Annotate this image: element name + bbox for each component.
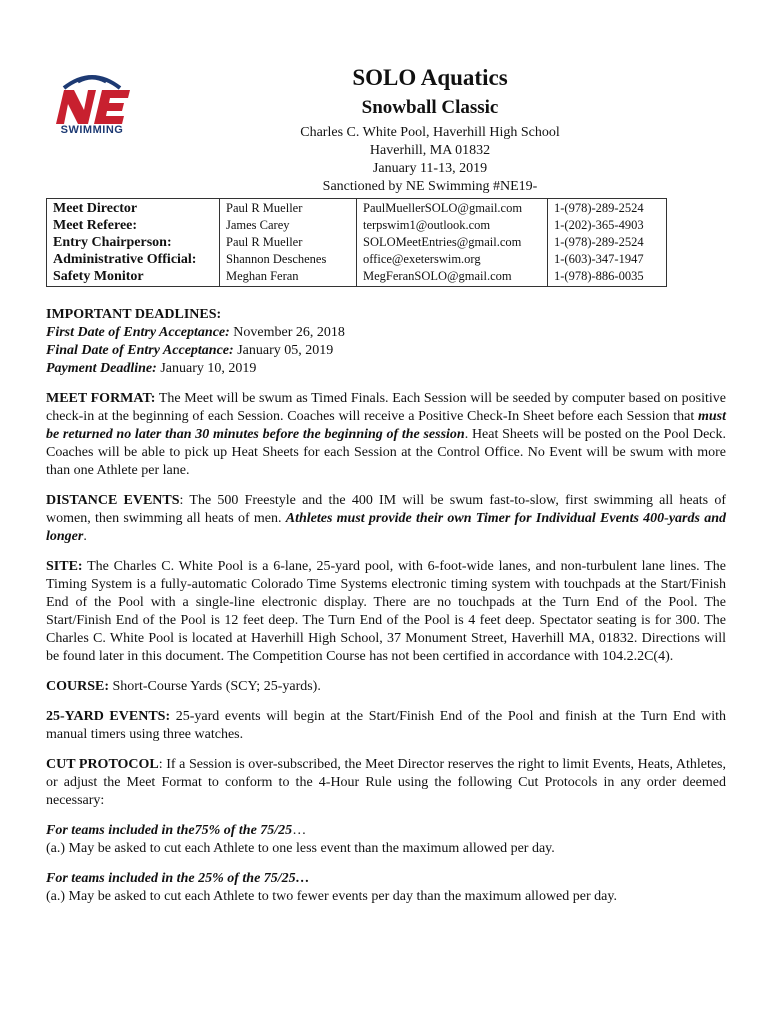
teams-25-heading: For teams included in the 25% of the 75/25… — [46, 871, 310, 886]
roles-cell — [47, 199, 220, 287]
meet-format-text: The Meet will be swum as Timed Finals. Each Session will be seeded by computer based on positive check-in at the beginning of each Session. Coaches will receive a Positive Check-In Sheet before each Session that — [46, 391, 726, 424]
cut-protocol-paragraph — [46, 756, 726, 810]
official-email: terpswim1@outlook.com — [363, 218, 491, 232]
deadline-final-label: Final Date of Entry Acceptance: — [46, 343, 234, 358]
official-email: MegFeranSOLO@gmail.com — [363, 269, 512, 283]
teams-25-item: (a.) May be asked to cut each Athlete to two fewer events per day than the maximum allowed per day. — [46, 889, 617, 904]
deadline-first — [46, 324, 726, 342]
official-email: office@exeterswim.org — [363, 252, 481, 266]
deadline-first-value: November 26, 2018 — [229, 325, 345, 340]
cut-protocol-label: CUT PROTOCOL — [46, 757, 159, 772]
official-name: James Carey — [226, 218, 290, 232]
ne-swimming-logo — [50, 68, 134, 140]
role-meet-director: Meet Director — [53, 201, 138, 216]
course-label: COURSE: — [46, 679, 110, 694]
official-phone: 1-(978)-886-0035 — [554, 269, 644, 283]
official-phone: 1-(202)-365-4903 — [554, 218, 644, 232]
cut-protocol-text: : If a Session is over-subscribed, the Meet Director reserves the right to limit Events, Heats, Athletes, or adjust the Meet Format to conform to the 4-Hour Rule using the following Cut Protocols in any order deemed necessary: — [46, 757, 726, 808]
deadline-payment — [46, 360, 726, 378]
meet-format-emphasis: must be returned no later than 30 minutes before the beginning of the session — [46, 409, 726, 442]
official-name: Paul R Mueller — [226, 201, 303, 215]
course-paragraph — [46, 678, 726, 696]
document-title: SOLO Aquatics — [352, 65, 508, 90]
teams-75-heading: For teams included in the75% of the 75/25 — [46, 823, 293, 838]
deadline-first-label: First Date of Entry Acceptance: — [46, 325, 230, 340]
teams-75-heading-line — [46, 822, 726, 840]
official-name: Shannon Deschenes — [226, 252, 327, 266]
deadlines-section — [46, 306, 726, 378]
site-text: The Charles C. White Pool is a 6-lane, 25-yard pool, with 6-foot-wide lanes, and non-turbulent lane lines. The Timing System is a fully-automatic Colorado Time Systems electronic timing system with touchpads at the Start/Finish End of the Pool with a single-line electronic display. There are no touchpads at the Turn End of the Pool. The Start/Finish End of the Pool is 12 feet deep. The Turn End of the Pool is 4 feet deep. Spectator seating is for 300. The Charles C. White Pool is located at Haverhill High School, 37 Monument Street, Haverhill MA, 01832. Directions will be found later in this document. The Competition Course has not been certified in accordance with 104.2.2C(4). — [46, 559, 726, 664]
document-body — [46, 306, 726, 918]
emails-cell — [357, 199, 548, 287]
official-name: Meghan Feran — [226, 269, 299, 283]
official-phone: 1-(978)-289-2524 — [554, 201, 644, 215]
official-phone: 1-(603)-347-1947 — [554, 252, 644, 266]
role-safety-monitor: Safety Monitor — [53, 269, 144, 284]
officials-table-row — [47, 199, 667, 287]
phones-cell — [548, 199, 667, 287]
meet-format-text-end: . Heat Sheets will be posted on the Pool Deck. Coaches will be able to pick up Heat Sheets for each Session at the Control Office. No Event will be swum with more than one Athlete per lane. — [46, 427, 726, 478]
site-label: SITE: — [46, 559, 83, 574]
official-email: SOLOMeetEntries@gmail.com — [363, 235, 522, 249]
names-cell — [220, 199, 357, 287]
role-entry-chairperson: Entry Chairperson: — [53, 235, 172, 250]
document-header — [230, 64, 630, 196]
deadline-final — [46, 342, 726, 360]
logo-word: SWIMMING — [60, 124, 124, 136]
official-phone: 1-(978)-289-2524 — [554, 235, 644, 249]
teams-25-section — [46, 870, 726, 906]
yard25-paragraph — [46, 708, 726, 744]
yard25-label: 25-YARD EVENTS: — [46, 709, 171, 724]
distance-events-paragraph — [46, 492, 726, 546]
meet-format-label: MEET FORMAT: — [46, 391, 156, 406]
distance-events-text-end: . — [83, 529, 87, 544]
teams-75-trail: … — [292, 823, 307, 838]
date-line: January 11-13, 2019 — [372, 161, 488, 176]
role-administrative-official: Administrative Official: — [53, 252, 197, 267]
teams-75-item: (a.) May be asked to cut each Athlete to one less event than the maximum allowed per day. — [46, 841, 555, 856]
venue-line: Charles C. White Pool, Haverhill High School — [300, 125, 560, 140]
deadlines-heading: IMPORTANT DEADLINES: — [46, 307, 222, 322]
official-name: Paul R Mueller — [226, 235, 303, 249]
official-email: PaulMuellerSOLO@gmail.com — [363, 201, 523, 215]
role-meet-referee: Meet Referee: — [53, 218, 138, 233]
teams-75-section — [46, 822, 726, 858]
distance-events-text: : The 500 Freestyle and the 400 IM will be swum fast-to-slow, first swimming all heats of women, then swimming all heats of men. — [46, 493, 726, 526]
sanction-line: Sanctioned by NE Swimming #NE19- — [322, 179, 538, 194]
course-text: Short-Course Yards (SCY; 25-yards). — [109, 679, 321, 694]
deadline-payment-value: January 10, 2019 — [156, 361, 257, 376]
deadline-final-value: January 05, 2019 — [233, 343, 334, 358]
distance-events-label: DISTANCE EVENTS — [46, 493, 180, 508]
site-paragraph — [46, 558, 726, 666]
document-subtitle: Snowball Classic — [361, 97, 499, 118]
yard25-text: 25-yard events will begin at the Start/Finish End of the Pool and finish at the Turn End with manual timers using three watches. — [46, 709, 726, 742]
meet-format-paragraph — [46, 390, 726, 480]
city-line: Haverhill, MA 01832 — [369, 143, 491, 158]
officials-table — [46, 198, 667, 287]
distance-events-emphasis: Athletes must provide their own Timer for Individual Events 400-yards and longer — [46, 511, 726, 544]
deadline-payment-label: Payment Deadline: — [46, 361, 157, 376]
